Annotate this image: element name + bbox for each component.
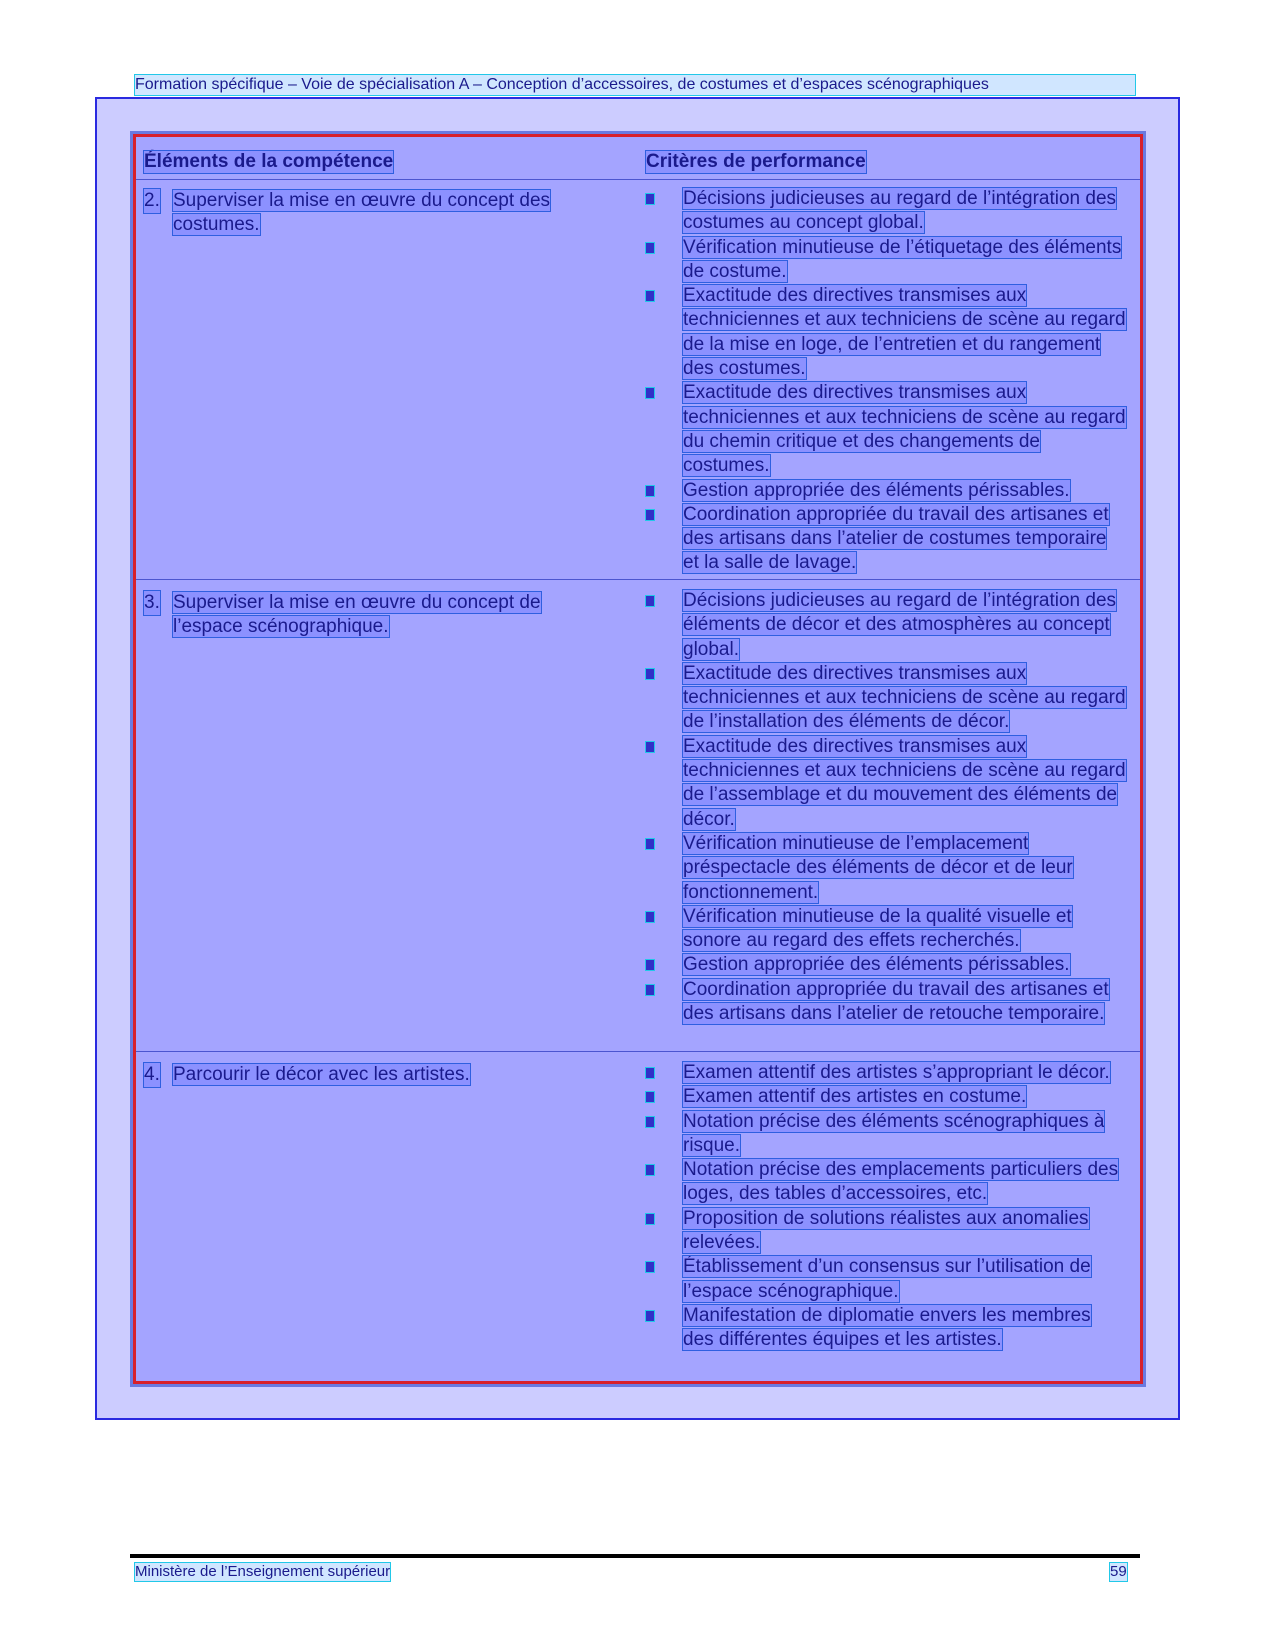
bullet-icon <box>646 1214 654 1224</box>
list-item <box>646 953 1126 977</box>
list-item <box>646 503 1126 576</box>
competence-text: Parcourir le décor avec les artistes. <box>173 1064 470 1085</box>
list-item <box>646 1158 1126 1207</box>
bullet-icon <box>646 291 654 301</box>
list-item <box>646 832 1126 905</box>
bullet-icon <box>646 742 654 752</box>
criterion-text: Décisions judicieuses au regard de l’intégration des éléments de décor et des atmosphères au concept global. <box>683 590 1117 660</box>
criterion-text: Notation précise des emplacements particuliers des loges, des tables d’accessoires, etc. <box>683 1159 1119 1205</box>
bullet-icon <box>646 1117 654 1127</box>
bullet-icon <box>646 243 654 253</box>
column-header-criteria: Critères de performance <box>646 151 866 172</box>
list-item <box>646 284 1126 381</box>
criterion-text: Coordination appropriée du travail des artisanes et des artisans dans l’atelier de retouche temporaire. <box>683 978 1109 1025</box>
criterion-text: Vérification minutieuse de l’étiquetage des éléments de costume. <box>683 236 1122 282</box>
criteria-list-row-4 <box>646 1061 1126 1353</box>
bullet-icon <box>646 669 654 679</box>
list-item <box>646 381 1126 478</box>
competence-number: 4. <box>144 1064 160 1085</box>
competence-number: 3. <box>144 592 160 613</box>
competence-row-3 <box>144 591 599 639</box>
criterion-text: Examen attentif des artistes s’appropriant le décor. <box>683 1062 1110 1083</box>
criteria-list-row-2 <box>646 187 1126 576</box>
criterion-text: Coordination appropriée du travail des artisanes et des artisans dans l’atelier de costumes temporaire et la salle de lavage. <box>683 503 1109 574</box>
list-item <box>646 187 1126 236</box>
bullet-icon <box>646 596 654 606</box>
criterion-text: Manifestation de diplomatie envers les membres des différentes équipes et les artistes. <box>683 1304 1091 1351</box>
criterion-text: Vérification minutieuse de la qualité visuelle et sonore au regard des effets recherchés. <box>683 905 1072 952</box>
list-item <box>646 905 1126 954</box>
footer-ministry: Ministère de l’Enseignement supérieur <box>135 1563 391 1580</box>
bullet-icon <box>646 1165 654 1175</box>
list-item <box>646 1110 1126 1159</box>
list-item <box>646 735 1126 832</box>
list-item <box>646 1255 1126 1304</box>
criterion-text: Notation précise des éléments scénographiques à risque. <box>683 1110 1105 1156</box>
bullet-icon <box>646 1068 654 1078</box>
list-item <box>646 1304 1126 1353</box>
criterion-text: Exactitude des directives transmises aux techniciennes et aux techniciens de scène au regard de la mise en loge, de l’entretien et du rangement des costumes. <box>683 285 1126 380</box>
page-number: 59 <box>1110 1563 1127 1580</box>
row-divider <box>136 579 1140 580</box>
bullet-icon <box>646 912 654 922</box>
column-header-elements: Éléments de la compétence <box>144 151 394 172</box>
criterion-text: Exactitude des directives transmises aux techniciennes et aux techniciens de scène au regard du chemin critique et des changements de costumes. <box>683 382 1126 477</box>
criteria-list-row-3 <box>646 589 1126 1026</box>
competence-row-2 <box>144 189 599 237</box>
criterion-text: Exactitude des directives transmises aux techniciennes et aux techniciens de scène au regard de l’assemblage et du mouvement des éléments de décor. <box>683 735 1126 830</box>
competence-text: Superviser la mise en œuvre du concept de l’espace scénographique. <box>173 592 541 637</box>
bullet-icon <box>646 1262 654 1272</box>
bullet-icon <box>646 194 654 204</box>
list-item <box>646 589 1126 662</box>
bullet-icon <box>646 1311 654 1321</box>
bullet-icon <box>646 985 654 995</box>
competence-number: 2. <box>144 190 160 211</box>
criterion-text: Vérification minutieuse de l’emplacement préspectacle des éléments de décor et de leur fonctionnement. <box>683 832 1073 903</box>
bullet-icon <box>646 1092 654 1102</box>
header-divider <box>136 179 1140 180</box>
list-item <box>646 978 1126 1027</box>
list-item <box>646 1207 1126 1256</box>
list-item <box>646 479 1126 503</box>
bullet-icon <box>646 839 654 849</box>
list-item <box>646 662 1126 735</box>
footer-rule <box>130 1554 1140 1558</box>
list-item <box>646 1061 1126 1085</box>
competence-table <box>133 134 1143 1384</box>
criterion-text: Examen attentif des artistes en costume. <box>683 1086 1027 1108</box>
page-header: Formation spécifique – Voie de spécialisation A – Conception d’accessoires, de costumes et d’espaces scénographiques <box>135 75 1135 95</box>
criterion-text: Établissement d’un consensus sur l’utilisation de l’espace scénographique. <box>683 1256 1091 1302</box>
competence-row-4 <box>144 1063 599 1087</box>
bullet-icon <box>646 510 654 520</box>
criterion-text: Exactitude des directives transmises aux techniciennes et aux techniciens de scène au regard de l’installation des éléments de décor. <box>683 662 1126 733</box>
competence-text: Superviser la mise en œuvre du concept des costumes. <box>173 190 551 235</box>
bullet-icon <box>646 388 654 398</box>
bullet-icon <box>646 486 654 496</box>
bullet-icon <box>646 960 654 970</box>
criterion-text: Gestion appropriée des éléments périssables. <box>683 954 1070 976</box>
list-item <box>646 236 1126 285</box>
criterion-text: Gestion appropriée des éléments périssables. <box>683 479 1070 501</box>
criterion-text: Proposition de solutions réalistes aux anomalies relevées. <box>683 1207 1089 1254</box>
list-item <box>646 1085 1126 1109</box>
criterion-text: Décisions judicieuses au regard de l’intégration des costumes au concept global. <box>683 188 1117 234</box>
row-divider <box>136 1051 1140 1052</box>
